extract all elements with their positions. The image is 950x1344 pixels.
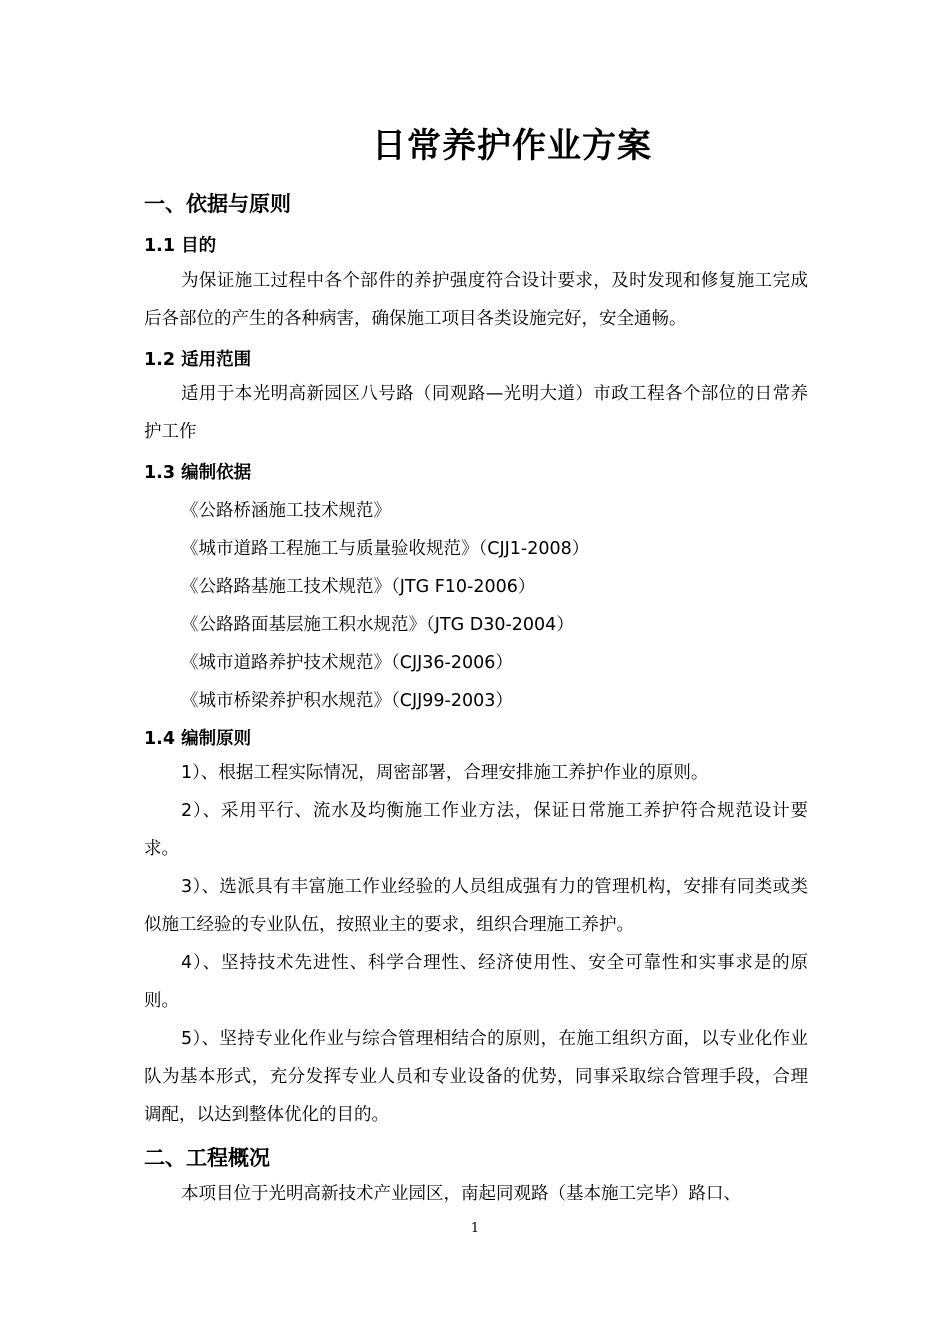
section-1-heading: 一、依据与原则 xyxy=(144,192,291,216)
section-1-2-heading: 1.2 适用范围 xyxy=(144,350,252,370)
section-1-1-paragraph: 为保证施工过程中各个部件的养护强度符合设计要求，及时发现和修复施工完成后各部位的产生的各种病害，确保施工项目各类设施完好，安全通畅。 xyxy=(144,271,808,329)
section-1-4-heading: 1.4 编制原则 xyxy=(144,729,252,749)
principle-item: 1）、根据工程实际情况，周密部署，合理安排施工养护作业的原则。 xyxy=(181,763,709,783)
reference-item: 《城市道路工程施工与质量验收规范》（CJJ1-2008） xyxy=(181,539,590,559)
reference-item: 《城市桥梁养护积水规范》（CJJ99-2003） xyxy=(181,691,513,711)
section-1-3-heading: 1.3 编制依据 xyxy=(144,463,252,483)
section-2-heading: 二、工程概况 xyxy=(144,1146,270,1170)
reference-item: 《公路路基施工技术规范》（JTG F10-2006） xyxy=(181,577,536,597)
reference-item: 《公路桥涵施工技术规范》 xyxy=(181,501,391,521)
section-1-1-heading: 1.1 目的 xyxy=(144,236,217,256)
section-1-2-paragraph: 适用于本光明高新园区八号路（同观路—光明大道）市政工程各个部位的日常养护工作 xyxy=(144,384,808,442)
reference-item: 《公路路面基层施工积水规范》（JTG D30-2004） xyxy=(181,615,574,635)
page-number: 1 xyxy=(470,1221,480,1236)
principle-item: 5）、坚持专业化作业与综合管理相结合的原则，在施工组织方面，以专业化作业队为基本形式，充分发挥专业人员和专业设备的优势，同事采取综合管理手段，合理调配，以达到整体优化的目的。 xyxy=(144,1029,808,1125)
principle-item: 4）、坚持技术先进性、科学合理性、经济使用性、安全可靠性和实事求是的原则。 xyxy=(144,953,808,1011)
principle-item: 3）、选派具有丰富施工作业经验的人员组成强有力的管理机构，安排有同类或类似施工经验的专业队伍，按照业主的要求，组织合理施工养护。 xyxy=(144,877,808,935)
principle-item: 2）、采用平行、流水及均衡施工作业方法，保证日常施工养护符合规范设计要求。 xyxy=(144,801,808,859)
section-2-paragraph: 本项目位于光明高新技术产业园区，南起同观路（基本施工完毕）路口、 xyxy=(181,1184,741,1204)
reference-item: 《城市道路养护技术规范》（CJJ36-2006） xyxy=(181,653,513,673)
document-title: 日常养护作业方案 xyxy=(372,126,652,166)
